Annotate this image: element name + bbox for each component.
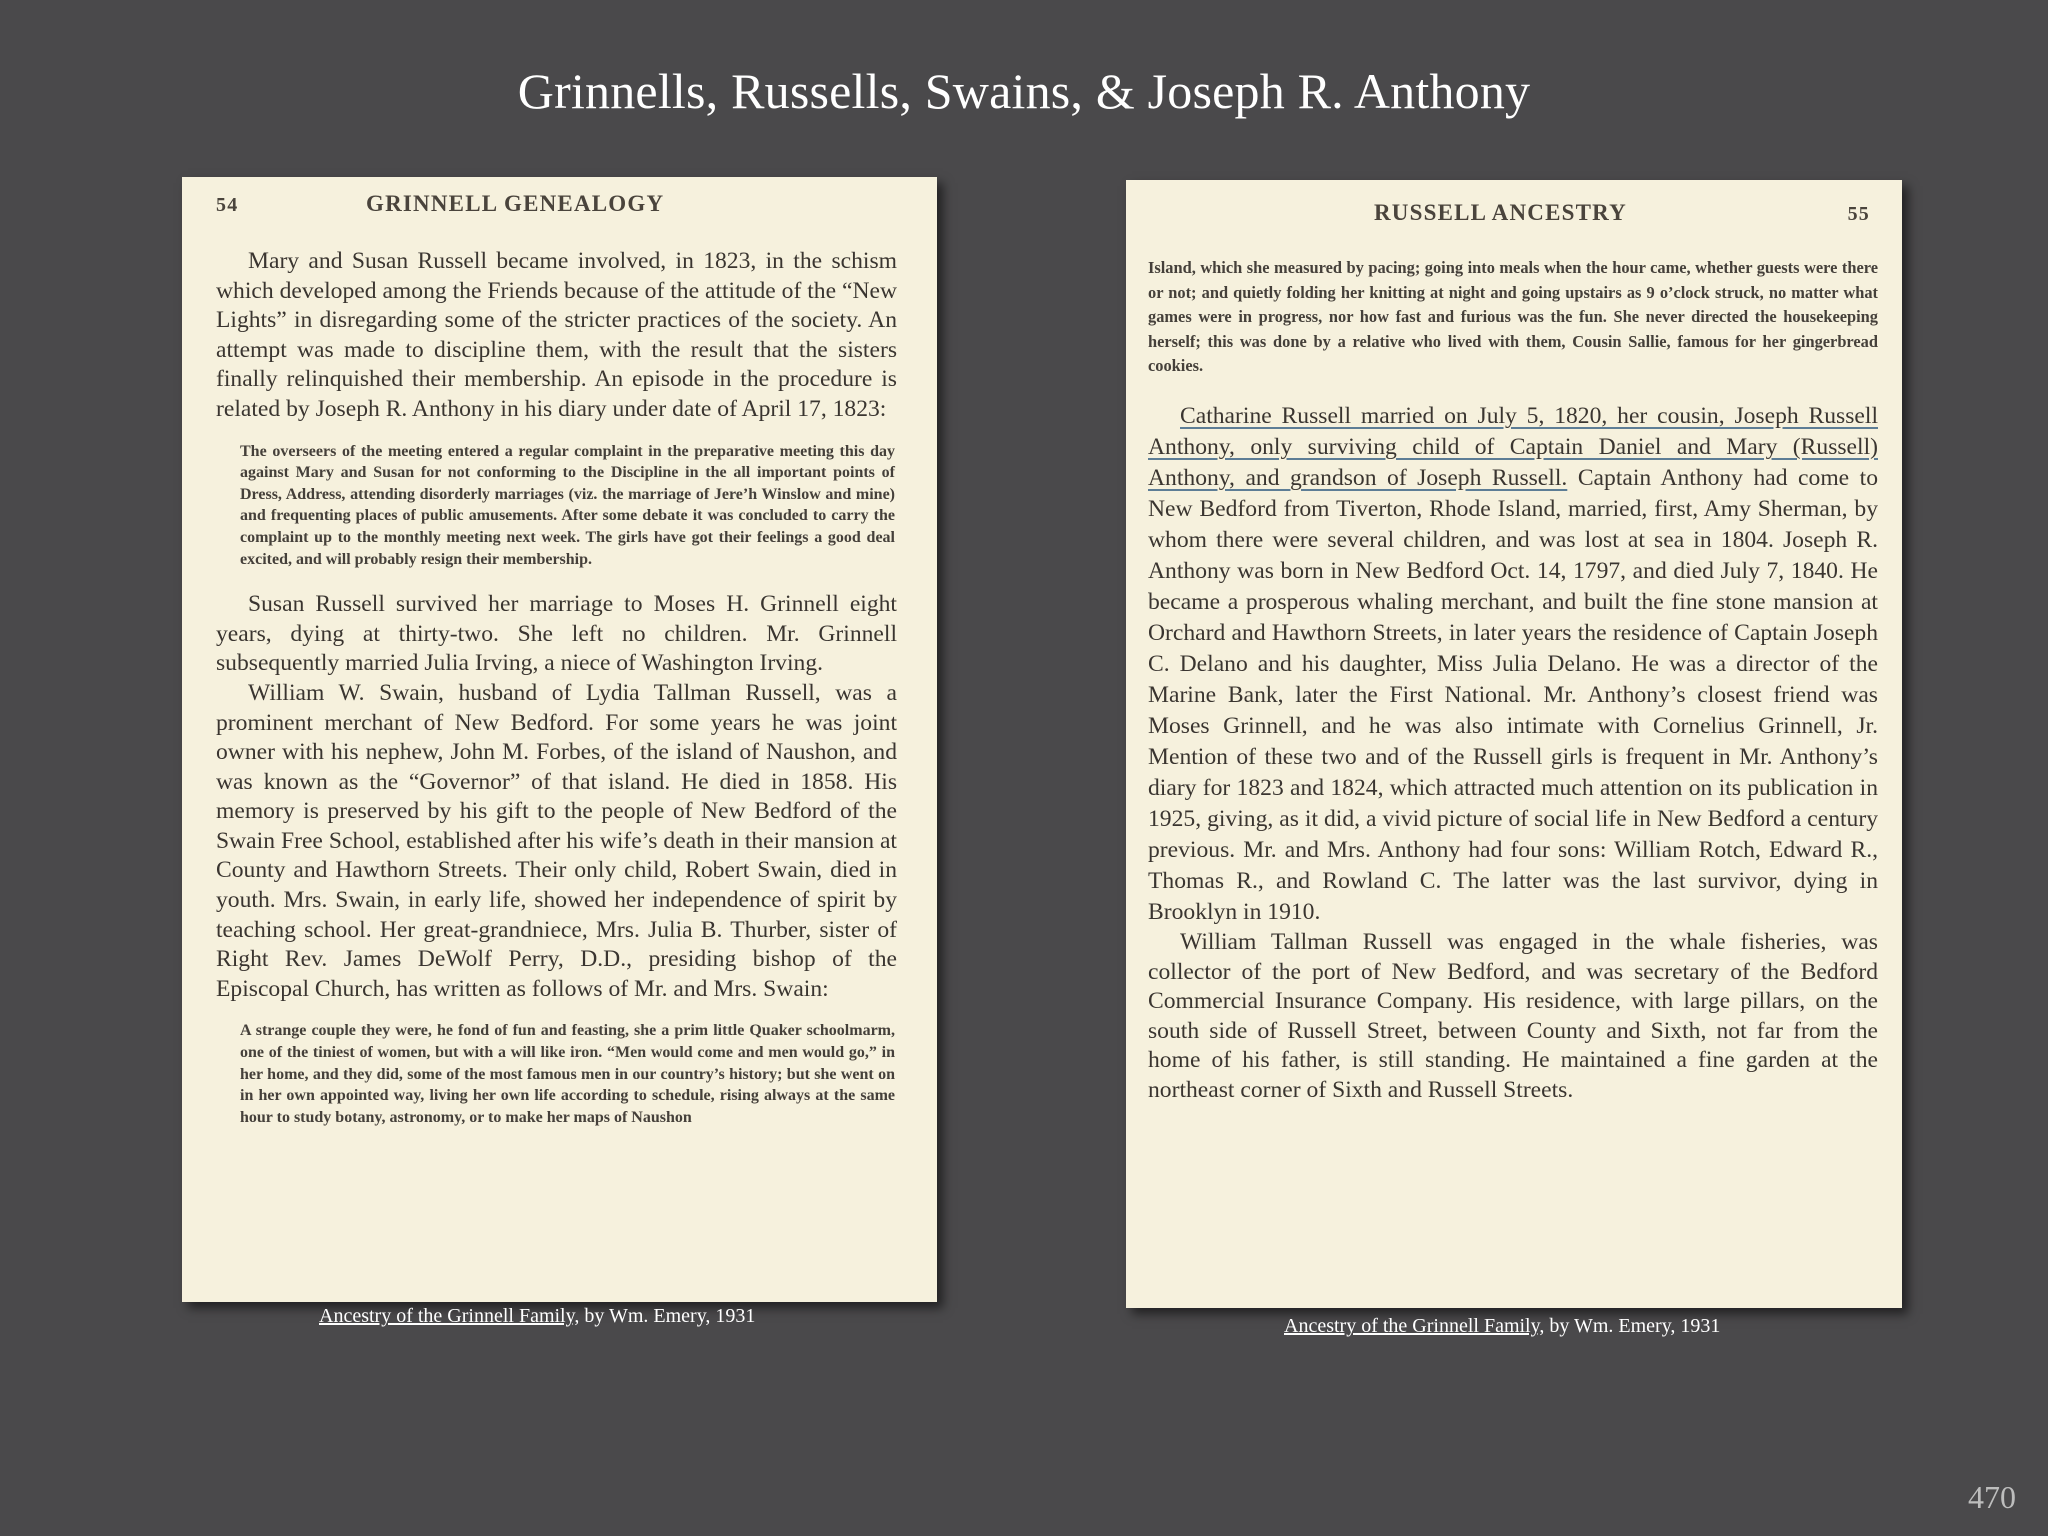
thurber-quote: A strange couple they were, he fond of fun and feasting, she a prim little Quaker schoolmarm, one of the tiniest of women, but with a will like iron. “Men would come and men would go,” in her home, and they did, some of the most famous men in our country’s history; but she went on in her own appointed way, living her own life according to schedule, rising always at the same hour to study botany, astronomy, or to make her maps of Naushon: [240, 1022, 895, 1126]
slide-number: 470: [1968, 1479, 2016, 1515]
slide-title: Grinnells, Russells, Swains, & Joseph R. Anthony: [517, 63, 1531, 119]
book-page-right: [1126, 180, 1902, 1308]
page-number: 55: [1847, 203, 1870, 225]
source-caption: [319, 1305, 755, 1328]
running-head-title: RUSSELL ANCESTRY: [1374, 200, 1627, 225]
continued-quote: Island, which she measured by pacing; going into meals when the hour came, whether guests were there or not; and quietly folding her knitting at night and going upstairs as 9 o’clock struck, no matter what games were in progress, nor how fast and furious was the fun. She never directed the housekeeping herself; this was done by a relative who lived with them, Cousin Sallie, famous for her gingerbread cookies.: [1148, 258, 1878, 376]
paragraph: [1148, 401, 1878, 928]
page-body: [216, 247, 897, 1128]
source-credit: by Wm. Emery, 1931: [579, 1305, 756, 1327]
source-book-title[interactable]: Ancestry of the Grinnell Family,: [319, 1305, 580, 1327]
paragraph: William Tallman Russell was engaged in the whale fisheries, was collector of the port of New Bedford, and was secretary of the Bedford Commercial Insurance Company. His residence, with large pillars, on the south side of Russell Street, between County and Sixth, not far from the home of his father, is still standing. He maintained a fine garden at the northeast corner of Sixth and Russell Streets.: [1148, 928, 1878, 1103]
paragraph: Mary and Susan Russell became involved, in 1823, in the schism which developed among the Friends because of the attitude of the “New Lights” in disregarding some of the stricter practices of the society. An attempt was made to discipline them, with the result that the sisters finally relinquished their membership. An episode in the procedure is related by Joseph R. Anthony in his diary under date of April 17, 1823:: [216, 248, 897, 422]
underlined-passage: Catharine Russell married on July 5, 1820, her cousin, Joseph Russell Anthony, only surviving child of Captain Daniel and Mary (Russell) Anthony, and grandson of Joseph Russell.: [1148, 402, 1878, 491]
paragraph: Susan Russell survived her marriage to Moses H. Grinnell eight years, dying at thirty-two. She left no children. Mr. Grinnell subsequently married Julia Irving, a niece of Washington Irving.: [216, 591, 897, 677]
page-number: 54: [216, 194, 239, 216]
source-caption: [1284, 1315, 1720, 1338]
book-page-left: [182, 177, 937, 1302]
running-head-title: GRINNELL GENEALOGY: [366, 191, 665, 216]
page-body: [1148, 401, 1878, 1106]
paragraph: William W. Swain, husband of Lydia Tallman Russell, was a prominent merchant of New Bedford. For some years he was joint owner with his nephew, John M. Forbes, of the island of Naushon, and was known as the “Governor” of that island. He died in 1858. His memory is preserved by his gift to the people of New Bedford of the Swain Free School, established after his wife’s death in their mansion at County and Hawthorn Streets. Their only child, Robert Swain, died in youth. Mrs. Swain, in early life, showed her independence of spirit by teaching school. Her great-grandniece, Mrs. Julia B. Thurber, sister of Right Rev. James DeWolf Perry, D.D., presiding bishop of the Episcopal Church, has written as follows of Mr. and Mrs. Swain:: [216, 679, 897, 1002]
diary-quote: The overseers of the meeting entered a regular complaint in the preparative meeting this day against Mary and Susan for not conforming to the Discipline in the all important points of Dress, Address, attending disorderly marriages (viz. the marriage of Jere’h Winslow and mine) and frequenting places of public amusements. After some debate it was concluded to carry the complaint up to the monthly meeting next week. The girls have got their feelings a good deal excited, and will probably resign their membership.: [240, 442, 895, 568]
running-head: [1148, 200, 1878, 256]
source-credit: by Wm. Emery, 1931: [1544, 1315, 1721, 1337]
source-book-title[interactable]: Ancestry of the Grinnell Family,: [1284, 1315, 1545, 1337]
paragraph-continuation: Captain Anthony had come to New Bedford from Tiverton, Rhode Island, married, first, Amy Sherman, by whom there were several children, and was lost at sea in 1804. Joseph R. Anthony was born in New Bedford Oct. 14, 1797, and died July 7, 1840. He became a prosperous whaling merchant, and built the fine stone mansion at Orchard and Hawthorn Streets, in later years the residence of Captain Joseph C. Delano and his daughter, Miss Julia Delano. He was a director of the Marine Bank, later the First National. Mr. Anthony’s closest friend was Moses Grinnell, and he was also intimate with Cornelius Grinnell, Jr. Mention of these two and of the Russell girls is frequent in Mr. Anthony’s diary for 1823 and 1824, which attracted much attention on its publication in 1925, giving, as it did, a vivid picture of social life in New Bedford a century previous. Mr. and Mrs. Anthony had four sons: William Rotch, Edward R., Thomas R., and Rowland C. The latter was the last survivor, dying in Brooklyn in 1910.: [1148, 464, 1879, 925]
running-head: [216, 191, 897, 247]
